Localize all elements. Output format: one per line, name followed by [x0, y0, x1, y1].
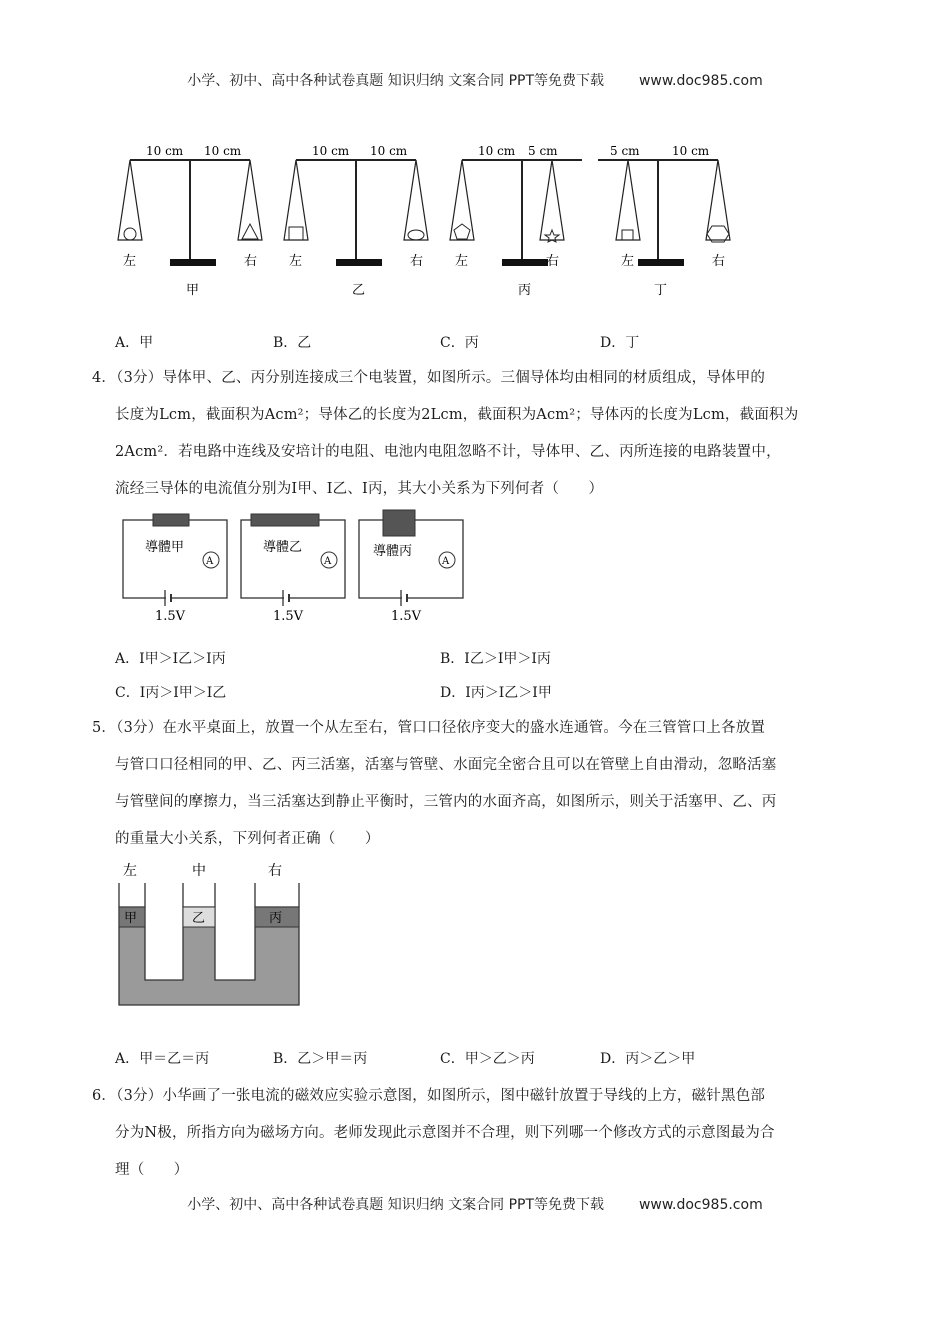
- label-right: 右: [244, 254, 258, 269]
- voltage-label: 1.5V: [155, 609, 186, 624]
- tube-label: 中: [192, 863, 206, 879]
- q6-line-2: 分为N极，所指方向为磁场方向。老师发现此示意图并不合理，则下列哪一个修改方式的示意图最为合: [115, 1125, 775, 1141]
- figure-name: 甲: [186, 283, 200, 298]
- balance-yi: [284, 144, 428, 298]
- square-object: [289, 227, 303, 240]
- ammeter-icon: A: [206, 556, 214, 567]
- small-square-object: [622, 230, 633, 240]
- piston-label: 丙: [269, 911, 283, 926]
- q5-option-c[interactable]: C．甲＞乙＞丙: [440, 1051, 535, 1067]
- q4-line-2: 长度为Lcm，截面积为Acm²；导体乙的长度为2Lcm，截面积为Acm²；导体丙的长度为Lcm，截面积为: [115, 407, 799, 423]
- q4-option-c[interactable]: C．Ⅰ丙＞Ⅰ甲＞Ⅰ乙: [115, 685, 227, 701]
- footer-url[interactable]: www.doc985.com: [638, 1197, 763, 1213]
- dist-left: 10 cm: [312, 144, 350, 158]
- label-right: 右: [712, 254, 726, 269]
- footer-text: 小学、初中、高中各种试卷真题 知识归纳 文案合同 PPT等免费下载: [187, 1197, 605, 1213]
- q5-option-b[interactable]: B．乙＞甲＝丙: [273, 1051, 368, 1067]
- q3-option-d[interactable]: D．丁: [600, 335, 640, 351]
- q4-option-a[interactable]: A．Ⅰ甲＞Ⅰ乙＞Ⅰ丙: [115, 651, 226, 667]
- circuit-bing: [359, 510, 463, 624]
- conductor-label: 導體乙: [263, 540, 303, 555]
- q4-line-4: 流经三导体的电流值分别为Ⅰ甲、Ⅰ乙、Ⅰ丙，其大小关系为下列何者（ ）: [115, 481, 604, 497]
- q4-line-3: 2Acm²．若电路中连线及安培计的电阻、电池内电阻忽略不计，导体甲、乙、丙所连接的电路装置中，: [115, 444, 781, 460]
- tube-label: 左: [123, 863, 137, 879]
- balance-figures: [110, 140, 760, 310]
- dist-right: 10 cm: [204, 144, 242, 158]
- q6-line-3: 理（ ）: [115, 1162, 189, 1178]
- balance-ding: [598, 144, 730, 298]
- dist-right: 5 cm: [528, 144, 558, 158]
- connected-tubes-figure: [115, 855, 305, 1010]
- circuit-jia: [123, 514, 227, 624]
- q3-option-b[interactable]: B．乙: [273, 335, 312, 351]
- dist-left: 5 cm: [610, 144, 640, 158]
- circle-object: [124, 228, 136, 240]
- q5-option-d[interactable]: D．丙＞乙＞甲: [600, 1051, 696, 1067]
- q4-line-1: 4．（3分）导体甲、乙、丙分别连接成三个电装置，如图所示。三個导体均由相同的材质组成，导体甲的: [92, 370, 766, 386]
- q4-option-b[interactable]: B．Ⅰ乙＞Ⅰ甲＞Ⅰ丙: [440, 651, 551, 667]
- dist-left: 10 cm: [478, 144, 516, 158]
- label-left: 左: [123, 254, 137, 269]
- circuit-yi: [241, 514, 345, 624]
- triangle-object: [242, 224, 258, 239]
- balance-jia: [118, 144, 262, 298]
- conductor-label: 導體丙: [373, 544, 413, 559]
- q5-line-2: 与管口口径相同的甲、乙、丙三活塞，活塞与管壁、水面完全密合且可以在管壁上自由滑动，忽略活塞: [115, 757, 777, 773]
- label-left: 左: [289, 254, 303, 269]
- q3-option-c[interactable]: C．丙: [440, 335, 479, 351]
- piston-label: 甲: [124, 911, 138, 926]
- voltage-label: 1.5V: [391, 609, 422, 624]
- ammeter-icon: A: [442, 556, 450, 567]
- dist-left: 10 cm: [146, 144, 184, 158]
- label-left: 左: [455, 254, 469, 269]
- header-url[interactable]: www.doc985.com: [638, 73, 763, 89]
- q5-line-1: 5．（3分）在水平桌面上，放置一个从左至右，管口口径依序变大的盛水连通管。今在三管管口上各放置: [92, 720, 766, 736]
- q5-line-3: 与管壁间的摩擦力，当三活塞达到静止平衡时，三管内的水面齐高，如图所示，则关于活塞甲、乙、丙: [115, 794, 777, 810]
- header-text: 小学、初中、高中各种试卷真题 知识归纳 文案合同 PPT等免费下载: [187, 73, 605, 89]
- figure-name: 丙: [518, 283, 532, 298]
- dist-right: 10 cm: [370, 144, 408, 158]
- q4-option-d[interactable]: D．Ⅰ丙＞Ⅰ乙＞Ⅰ甲: [440, 685, 552, 701]
- q6-line-1: 6．（3分）小华画了一张电流的磁效应实验示意图，如图所示，图中磁针放置于导线的上方，磁针黑色部: [92, 1088, 766, 1104]
- conductor-label: 導體甲: [145, 540, 185, 555]
- label-right: 右: [546, 254, 560, 269]
- pentagon-object: [454, 224, 470, 239]
- dist-right: 10 cm: [672, 144, 710, 158]
- figure-name: 丁: [654, 283, 668, 298]
- piston-label: 乙: [192, 911, 206, 926]
- label-left: 左: [621, 254, 635, 269]
- page-footer: [0, 1194, 950, 1214]
- q3-option-a[interactable]: A．甲: [115, 335, 154, 351]
- ammeter-icon: A: [324, 556, 332, 567]
- tube-label: 右: [268, 863, 282, 879]
- q5-option-a[interactable]: A．甲＝乙＝丙: [115, 1051, 210, 1067]
- circuit-figures: [115, 505, 475, 625]
- figure-name: 乙: [352, 283, 366, 298]
- voltage-label: 1.5V: [273, 609, 304, 624]
- page-header: [0, 70, 950, 90]
- label-right: 右: [410, 254, 424, 269]
- q5-line-4: 的重量大小关系，下列何者正确（ ）: [115, 831, 380, 847]
- balance-bing: [450, 144, 582, 298]
- oval-object: [408, 230, 424, 240]
